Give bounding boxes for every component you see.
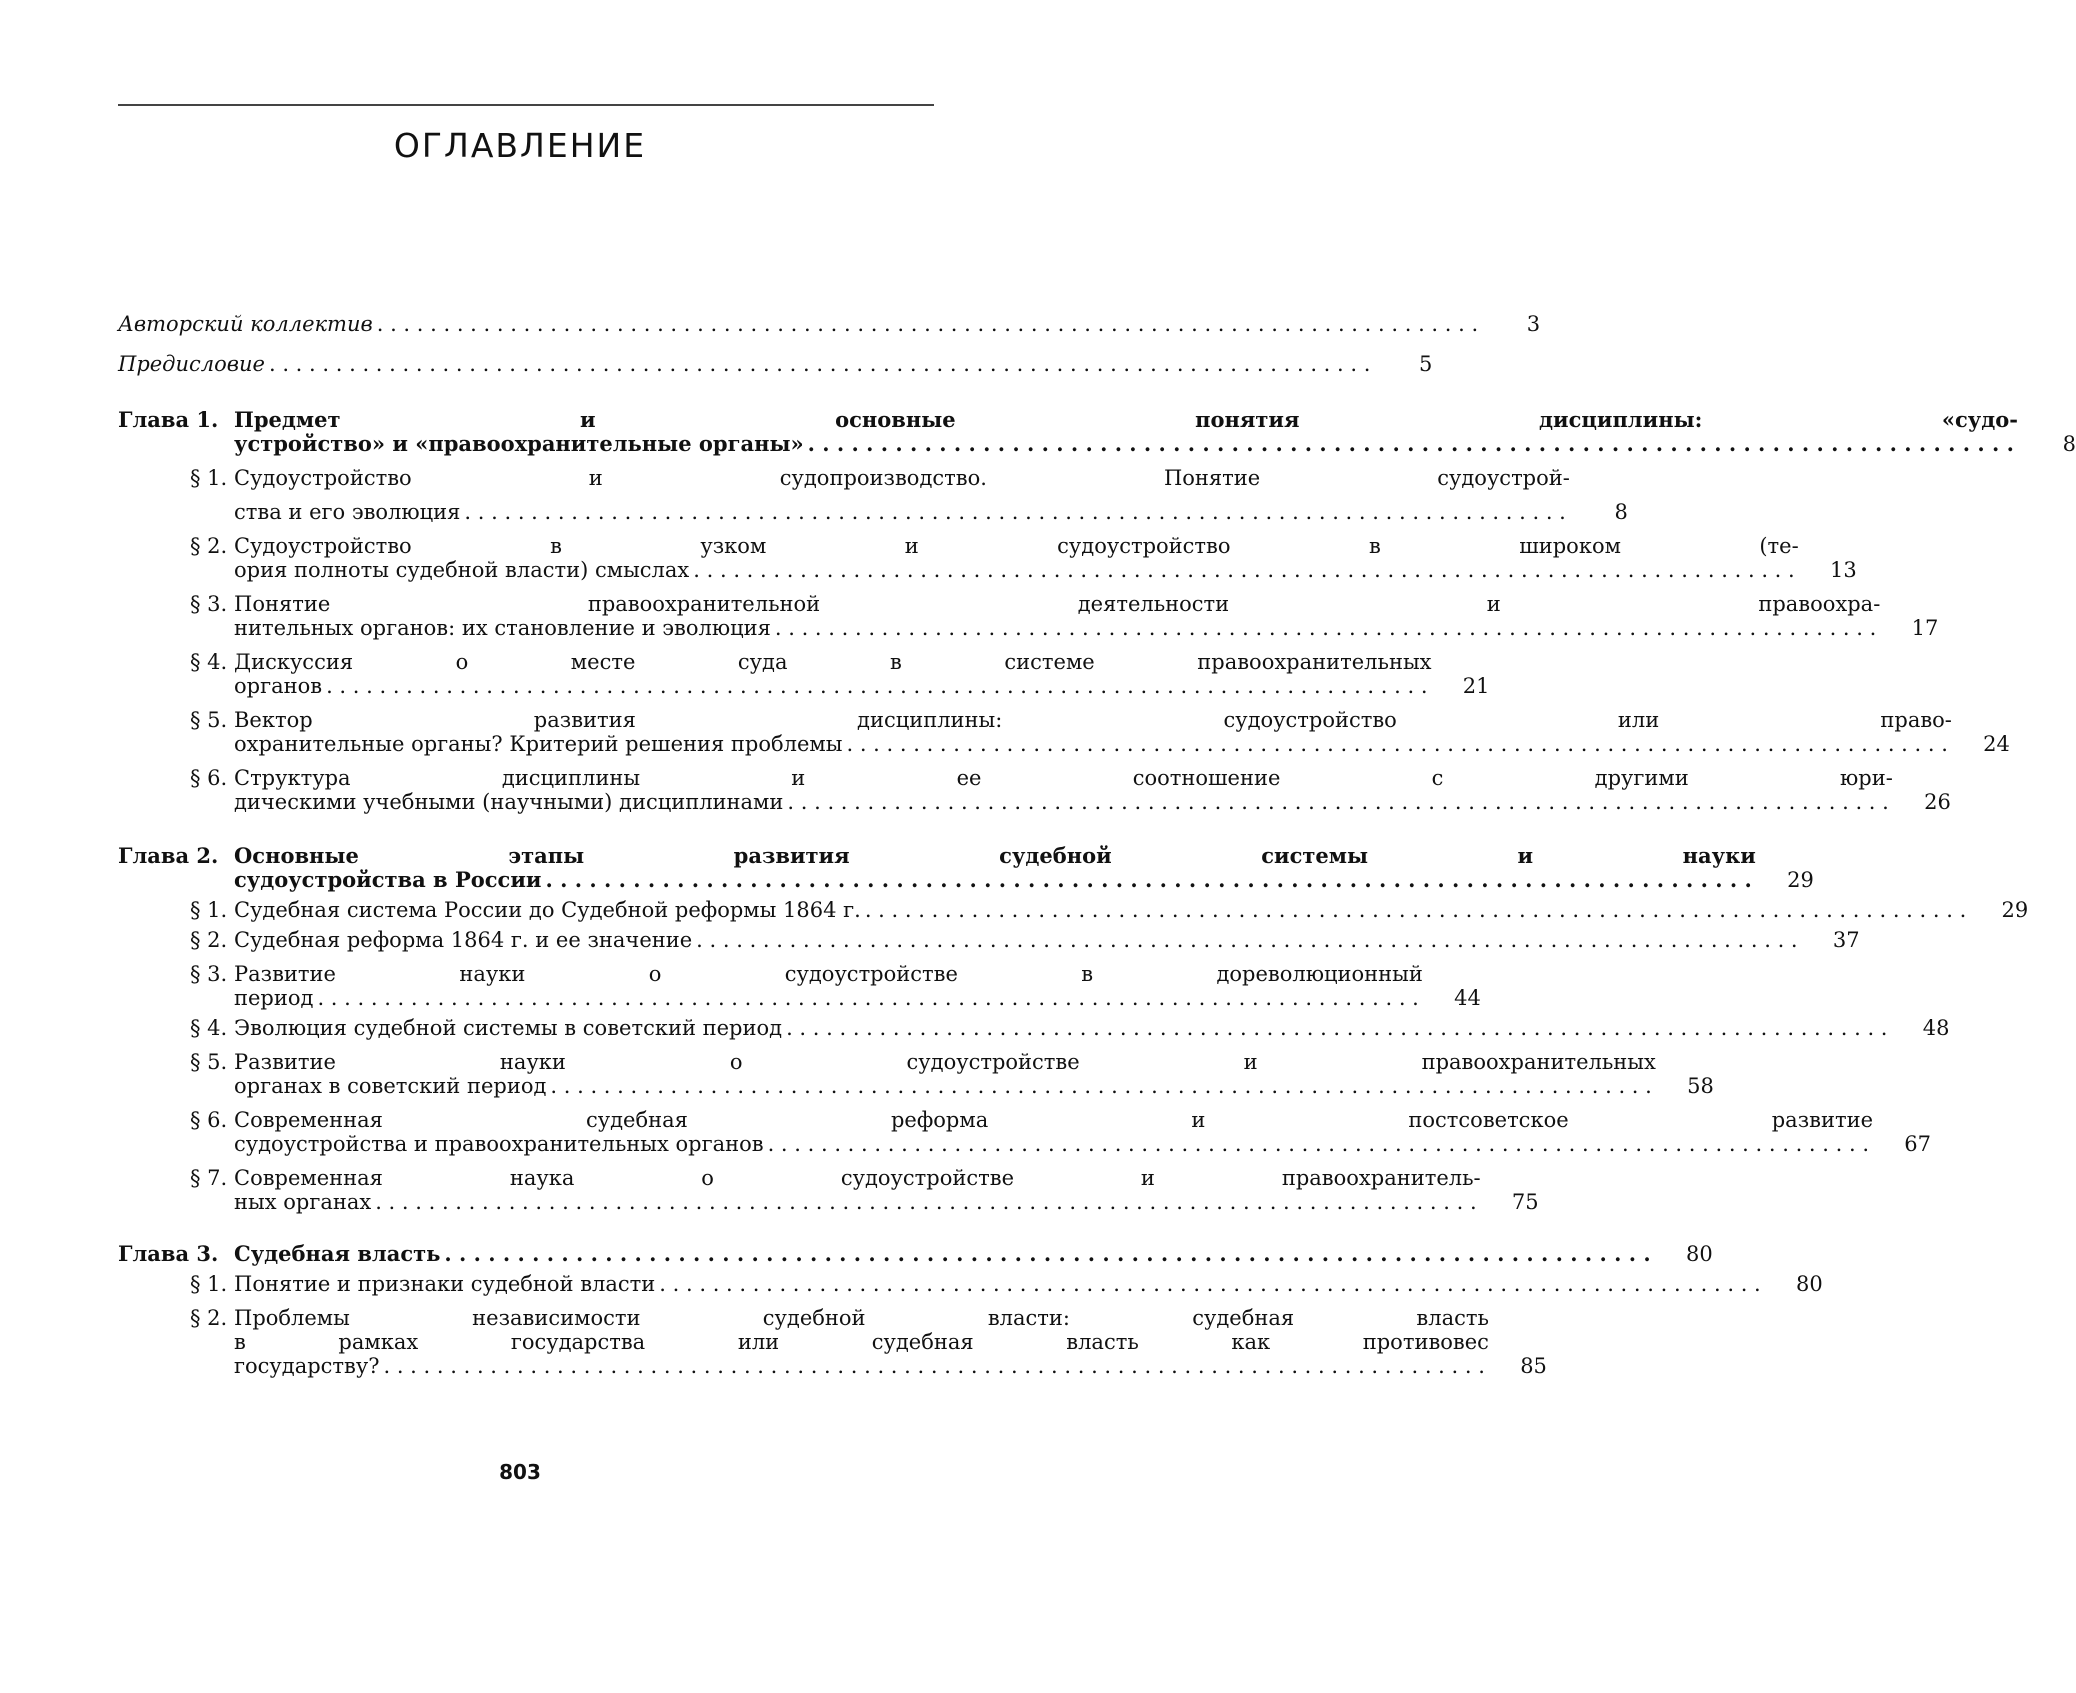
- toc-last-line: [118, 352, 1433, 376]
- leader-dots: [808, 432, 2014, 456]
- chapter-label: Глава 2.: [118, 843, 219, 868]
- toc-chapter[interactable]: [118, 407, 2076, 456]
- toc-entry-text: судоустройства и правоохранительных органов: [234, 1132, 764, 1156]
- leader-dots: [383, 1354, 1484, 1378]
- section-title: [234, 898, 2028, 922]
- toc-last-line: [234, 1016, 1950, 1040]
- toc-page-number: 24: [1983, 732, 2010, 756]
- leader-dots: [375, 1190, 1476, 1214]
- toc-page-number: 29: [1787, 868, 1814, 892]
- toc-section[interactable]: [190, 1272, 1823, 1296]
- leader-dots: [865, 898, 1966, 922]
- section-number: § 2.: [190, 534, 228, 558]
- toc-section[interactable]: [190, 592, 1939, 640]
- toc-page-number: 80: [1796, 1272, 1823, 1296]
- section-number: § 1.: [190, 466, 228, 490]
- toc-entry-text: государству?: [234, 1354, 380, 1378]
- section-title: [234, 650, 1490, 698]
- leader-dots: [545, 868, 1751, 892]
- toc-entry-text: Судебная система России до Судебной реформы 1864 г.: [234, 898, 861, 922]
- toc-line: в рамках государства или судебная власть как противовес: [234, 1330, 1489, 1354]
- toc-entry-text: Авторский коллектив: [118, 312, 373, 336]
- toc-chapter[interactable]: [118, 843, 1814, 892]
- toc-last-line: [234, 500, 1628, 524]
- section-title: [234, 1306, 1547, 1378]
- leader-dots: [696, 928, 1797, 952]
- toc-page-number: 75: [1511, 1190, 1539, 1214]
- section-number: § 3.: [190, 592, 228, 616]
- section-number: § 2.: [190, 1306, 228, 1330]
- toc-line: Судоустройство в узком и судоустройство в широком (те-: [234, 534, 1799, 558]
- leader-dots: [377, 312, 1478, 336]
- toc-page-number: 44: [1454, 986, 1481, 1010]
- toc-section[interactable]: [190, 766, 1951, 814]
- toc-section[interactable]: [190, 962, 1481, 1010]
- toc-entry-text: нительных органов: их становление и эволюция: [234, 616, 771, 640]
- toc-page-number: 37: [1832, 928, 1860, 952]
- section-title: [234, 534, 1857, 582]
- toc-entry-text: период: [234, 986, 314, 1010]
- section-number: § 5.: [190, 708, 228, 732]
- leader-dots: [269, 352, 1370, 376]
- toc-last-line: [234, 1132, 1931, 1156]
- toc-page-number: 5: [1419, 352, 1433, 376]
- toc-section[interactable]: [190, 898, 2029, 922]
- toc-entry-text: Судебная власть: [234, 1241, 441, 1266]
- leader-dots: [768, 1132, 1869, 1156]
- toc-last-line: [234, 558, 1857, 582]
- section-title: [234, 1166, 1539, 1214]
- toc-chapter[interactable]: [118, 1241, 1713, 1266]
- toc-page-number: 8: [2062, 432, 2076, 456]
- toc-last-line: [234, 732, 2010, 756]
- chapter-label: Глава 1.: [118, 407, 219, 432]
- toc-entry-text: ства и его эволюция: [234, 500, 461, 524]
- toc-last-line: [234, 898, 2028, 922]
- leader-dots: [550, 1074, 1651, 1098]
- toc-page-number: 85: [1520, 1354, 1547, 1378]
- toc-line: Современная судебная реформа и постсоветское развитие: [234, 1108, 1874, 1132]
- toc-entry-text: ория полноты судебной власти) смыслах: [234, 558, 690, 582]
- toc-line: Развитие науки о судоустройстве в дореволюционный: [234, 962, 1423, 986]
- toc-page-number: 26: [1924, 790, 1951, 814]
- leader-dots: [786, 1016, 1887, 1040]
- page-title: ОГЛАВЛЕНИЕ: [393, 126, 647, 165]
- toc-page-number: 80: [1685, 1242, 1713, 1266]
- section-number: § 5.: [190, 1050, 228, 1074]
- section-number: § 4.: [190, 1016, 228, 1040]
- toc-page-number: 17: [1911, 616, 1939, 640]
- toc-last-line: [234, 1354, 1547, 1378]
- toc-last-line: [234, 868, 1814, 892]
- section-title: [234, 1016, 1950, 1040]
- toc-section[interactable]: [190, 650, 1490, 698]
- leader-dots: [775, 616, 1876, 640]
- toc-line: Современная наука о судоустройстве и правоохранитель-: [234, 1166, 1481, 1190]
- toc-page-number: 29: [2001, 898, 2029, 922]
- toc-section[interactable]: [190, 1050, 1714, 1098]
- chapter-label: Глава 3.: [118, 1241, 219, 1266]
- section-title: [234, 1050, 1714, 1098]
- toc-entry-text: охранительные органы? Критерий решения проблемы: [234, 732, 843, 756]
- section-title: [234, 1272, 1823, 1296]
- toc-entry-text: Понятие и признаки судебной власти: [234, 1272, 656, 1296]
- toc-line: Развитие науки о судоустройстве и правоохранительных: [234, 1050, 1656, 1074]
- toc-line: Понятие правоохранительной деятельности и правоохра-: [234, 592, 1881, 616]
- toc-page-number: 21: [1462, 674, 1490, 698]
- section-number: § 6.: [190, 766, 228, 790]
- toc-page-number: 8: [1614, 500, 1628, 524]
- section-title: [234, 466, 1628, 524]
- toc-page-number: 67: [1904, 1132, 1932, 1156]
- toc-last-line: [234, 986, 1481, 1010]
- toc-last-line: [234, 1190, 1539, 1214]
- toc-section[interactable]: [190, 1016, 1950, 1040]
- section-title: [234, 1108, 1931, 1156]
- toc-section[interactable]: [190, 466, 1628, 524]
- toc-line: Предмет и основные понятия дисциплины: «судо-: [234, 407, 2018, 432]
- toc-line: Проблемы независимости судебной власти: судебная власть: [234, 1306, 1489, 1330]
- section-number: § 4.: [190, 650, 228, 674]
- toc-last-line: [234, 1272, 1823, 1296]
- toc-entry-front[interactable]: [118, 352, 1433, 376]
- leader-dots: [693, 558, 1794, 582]
- section-title: [234, 766, 1951, 814]
- toc-page-number: 58: [1687, 1074, 1714, 1098]
- section-number: § 7.: [190, 1166, 228, 1190]
- chapter-title: [234, 844, 1814, 892]
- toc-line: Структура дисциплины и ее соотношение с другими юри-: [234, 766, 1893, 790]
- toc-entry-text: Эволюция судебной системы в советский период: [234, 1016, 783, 1040]
- toc-entry-text: дическими учебными (научными) дисциплинами: [234, 790, 784, 814]
- chapter-title: [234, 408, 2076, 456]
- toc-section[interactable]: [190, 1166, 1539, 1214]
- section-title: [234, 592, 1938, 640]
- toc-page-number: 13: [1829, 558, 1857, 582]
- toc-entry-text: Судебная реформа 1864 г. и ее значение: [234, 928, 693, 952]
- toc-line: Основные этапы развития судебной системы и науки: [234, 843, 1756, 868]
- toc-entry-text: органов: [234, 674, 323, 698]
- toc-entry-text: ных органах: [234, 1190, 372, 1214]
- section-number: § 6.: [190, 1108, 228, 1132]
- toc-section[interactable]: [190, 534, 1857, 582]
- toc-entry-text: судоустройства в России: [234, 867, 542, 892]
- leader-dots: [317, 986, 1418, 1010]
- section-title: [234, 928, 1860, 952]
- leader-dots: [464, 500, 1565, 524]
- section-number: § 3.: [190, 962, 228, 986]
- leader-dots: [846, 732, 1947, 756]
- toc-page-number: 48: [1922, 1016, 1950, 1040]
- leader-dots: [444, 1242, 1650, 1266]
- leader-dots: [787, 790, 1888, 814]
- toc-last-line: [234, 1074, 1714, 1098]
- section-number: § 2.: [190, 928, 228, 952]
- toc-last-line: [234, 432, 2076, 456]
- leader-dots: [659, 1272, 1760, 1296]
- toc-line: Дискуссия о месте суда в системе правоохранительных: [234, 650, 1432, 674]
- toc-section[interactable]: [190, 708, 2010, 756]
- toc-entry-front[interactable]: [118, 312, 1541, 336]
- toc-entry-text: органах в советский период: [234, 1074, 547, 1098]
- toc-entry-text: устройство» и «правоохранительные органы»: [234, 431, 804, 456]
- toc-line: Вектор развития дисциплины: судоустройство или право-: [234, 708, 1952, 732]
- toc-section[interactable]: [190, 1306, 1547, 1378]
- top-rule: [118, 104, 934, 106]
- section-number: § 1.: [190, 898, 228, 922]
- section-title: [234, 708, 2010, 756]
- section-title: [234, 962, 1481, 1010]
- toc-last-line: [234, 616, 1938, 640]
- table-of-contents: [118, 312, 2076, 1378]
- chapter-title: [234, 1242, 1713, 1266]
- toc-last-line: [234, 674, 1490, 698]
- toc-entry-text: Предисловие: [118, 352, 265, 376]
- toc-last-line: [234, 790, 1951, 814]
- toc-line: Судоустройство и судопроизводство. Понятие судоустрой-: [234, 466, 1570, 490]
- toc-last-line: [234, 1242, 1713, 1266]
- toc-page-number: 3: [1526, 312, 1541, 336]
- toc-last-line: [118, 312, 1541, 336]
- toc-last-line: [234, 928, 1860, 952]
- toc-section[interactable]: [190, 1108, 1932, 1156]
- leader-dots: [326, 674, 1427, 698]
- page-number: 803: [499, 1460, 541, 1484]
- toc-section[interactable]: [190, 928, 1860, 952]
- section-number: § 1.: [190, 1272, 228, 1296]
